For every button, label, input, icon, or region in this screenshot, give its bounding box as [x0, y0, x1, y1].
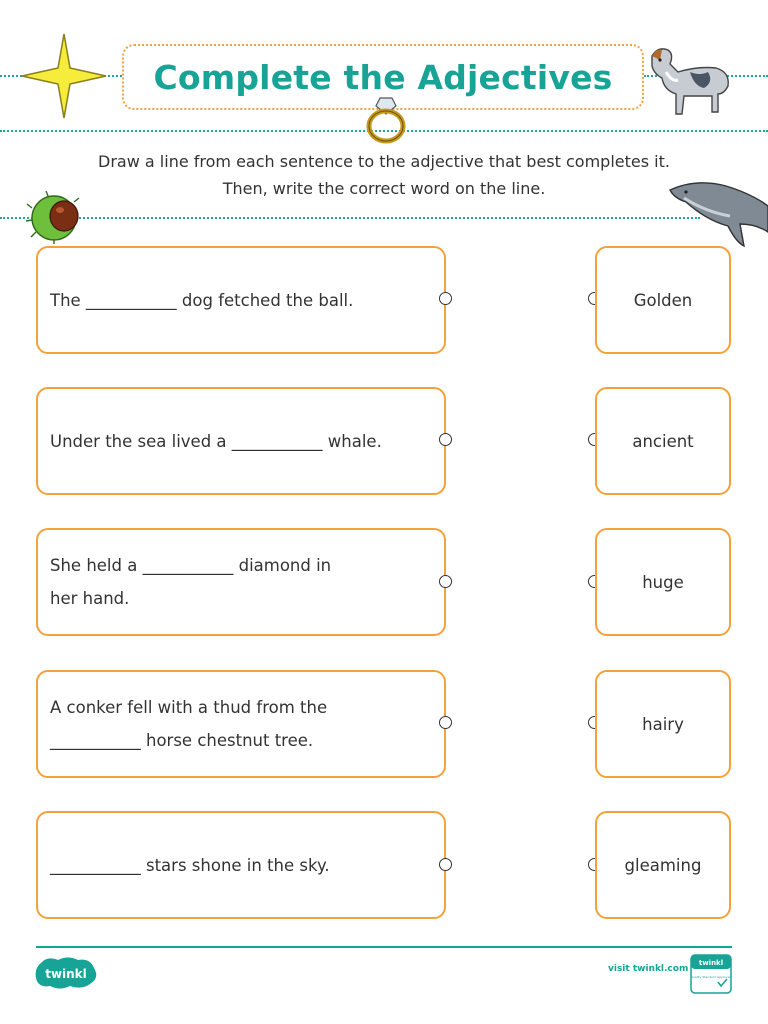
ring-icon: [364, 94, 408, 146]
sentence-3-line-1: She held a ___________ diamond in: [50, 556, 332, 575]
page-title: Complete the Adjectives: [153, 57, 613, 97]
sentence-4-text: [50, 691, 327, 757]
twinkl-logo-text: twinkl: [45, 967, 87, 981]
sentence-4-line-2: ___________ horse chestnut tree.: [50, 731, 314, 750]
footer-divider: [36, 946, 732, 948]
sentence-1-line-1: The ___________ dog fetched the ball.: [50, 290, 354, 310]
instructions-line-1: Draw a line from each sentence to the adjective that best completes it.: [98, 152, 670, 171]
sentence-box-2: [36, 387, 446, 495]
dog-icon: [638, 42, 734, 120]
quality-badge: [690, 954, 732, 994]
visit-twinkl-link[interactable]: visit twinkl.com: [608, 964, 689, 974]
sentence-4-connector-dot[interactable]: [439, 716, 452, 729]
star-icon: [20, 32, 108, 120]
sentence-3-text: [50, 549, 331, 615]
whale-icon: [666, 176, 768, 254]
sentence-box-4: [36, 670, 446, 778]
instructions-line-2: Then, write the correct word on the line.: [222, 179, 546, 198]
badge-caption-text: Quality Standard Approved: [690, 975, 732, 979]
adjective-box-3: [595, 528, 731, 636]
sentence-1-text: [50, 284, 353, 317]
sentence-box-3: [36, 528, 446, 636]
sentence-1-connector-dot[interactable]: [439, 292, 452, 305]
sentence-5-text: [50, 849, 330, 882]
sentence-3-connector-dot[interactable]: [439, 575, 452, 588]
sentence-2-line-1: Under the sea lived a ___________ whale.: [50, 431, 382, 451]
adjective-5-label: gleaming: [624, 855, 702, 875]
instructions-divider: [0, 217, 700, 219]
adjective-box-4: [595, 670, 731, 778]
adjective-box-2: [595, 387, 731, 495]
sentence-box-1: [36, 246, 446, 354]
adjective-4-label: hairy: [642, 714, 684, 734]
sentence-3-line-2: her hand.: [50, 589, 130, 608]
instructions: [0, 148, 768, 202]
adjective-box-5: [595, 811, 731, 919]
twinkl-logo[interactable]: [34, 956, 98, 990]
sentence-4-line-1: A conker fell with a thud from the: [50, 698, 328, 717]
sentence-2-connector-dot[interactable]: [439, 433, 452, 446]
badge-brand-text: twinkl: [698, 959, 724, 967]
sentence-5-connector-dot[interactable]: [439, 858, 452, 871]
adjective-3-label: huge: [642, 572, 684, 592]
adjective-1-label: Golden: [633, 290, 693, 310]
sentence-box-5: [36, 811, 446, 919]
sentence-5-line-1: ___________ stars shone in the sky.: [50, 855, 330, 875]
adjective-box-1: [595, 246, 731, 354]
sentence-2-text: [50, 425, 382, 458]
conker-icon: [26, 190, 86, 244]
adjective-2-label: ancient: [632, 431, 694, 451]
